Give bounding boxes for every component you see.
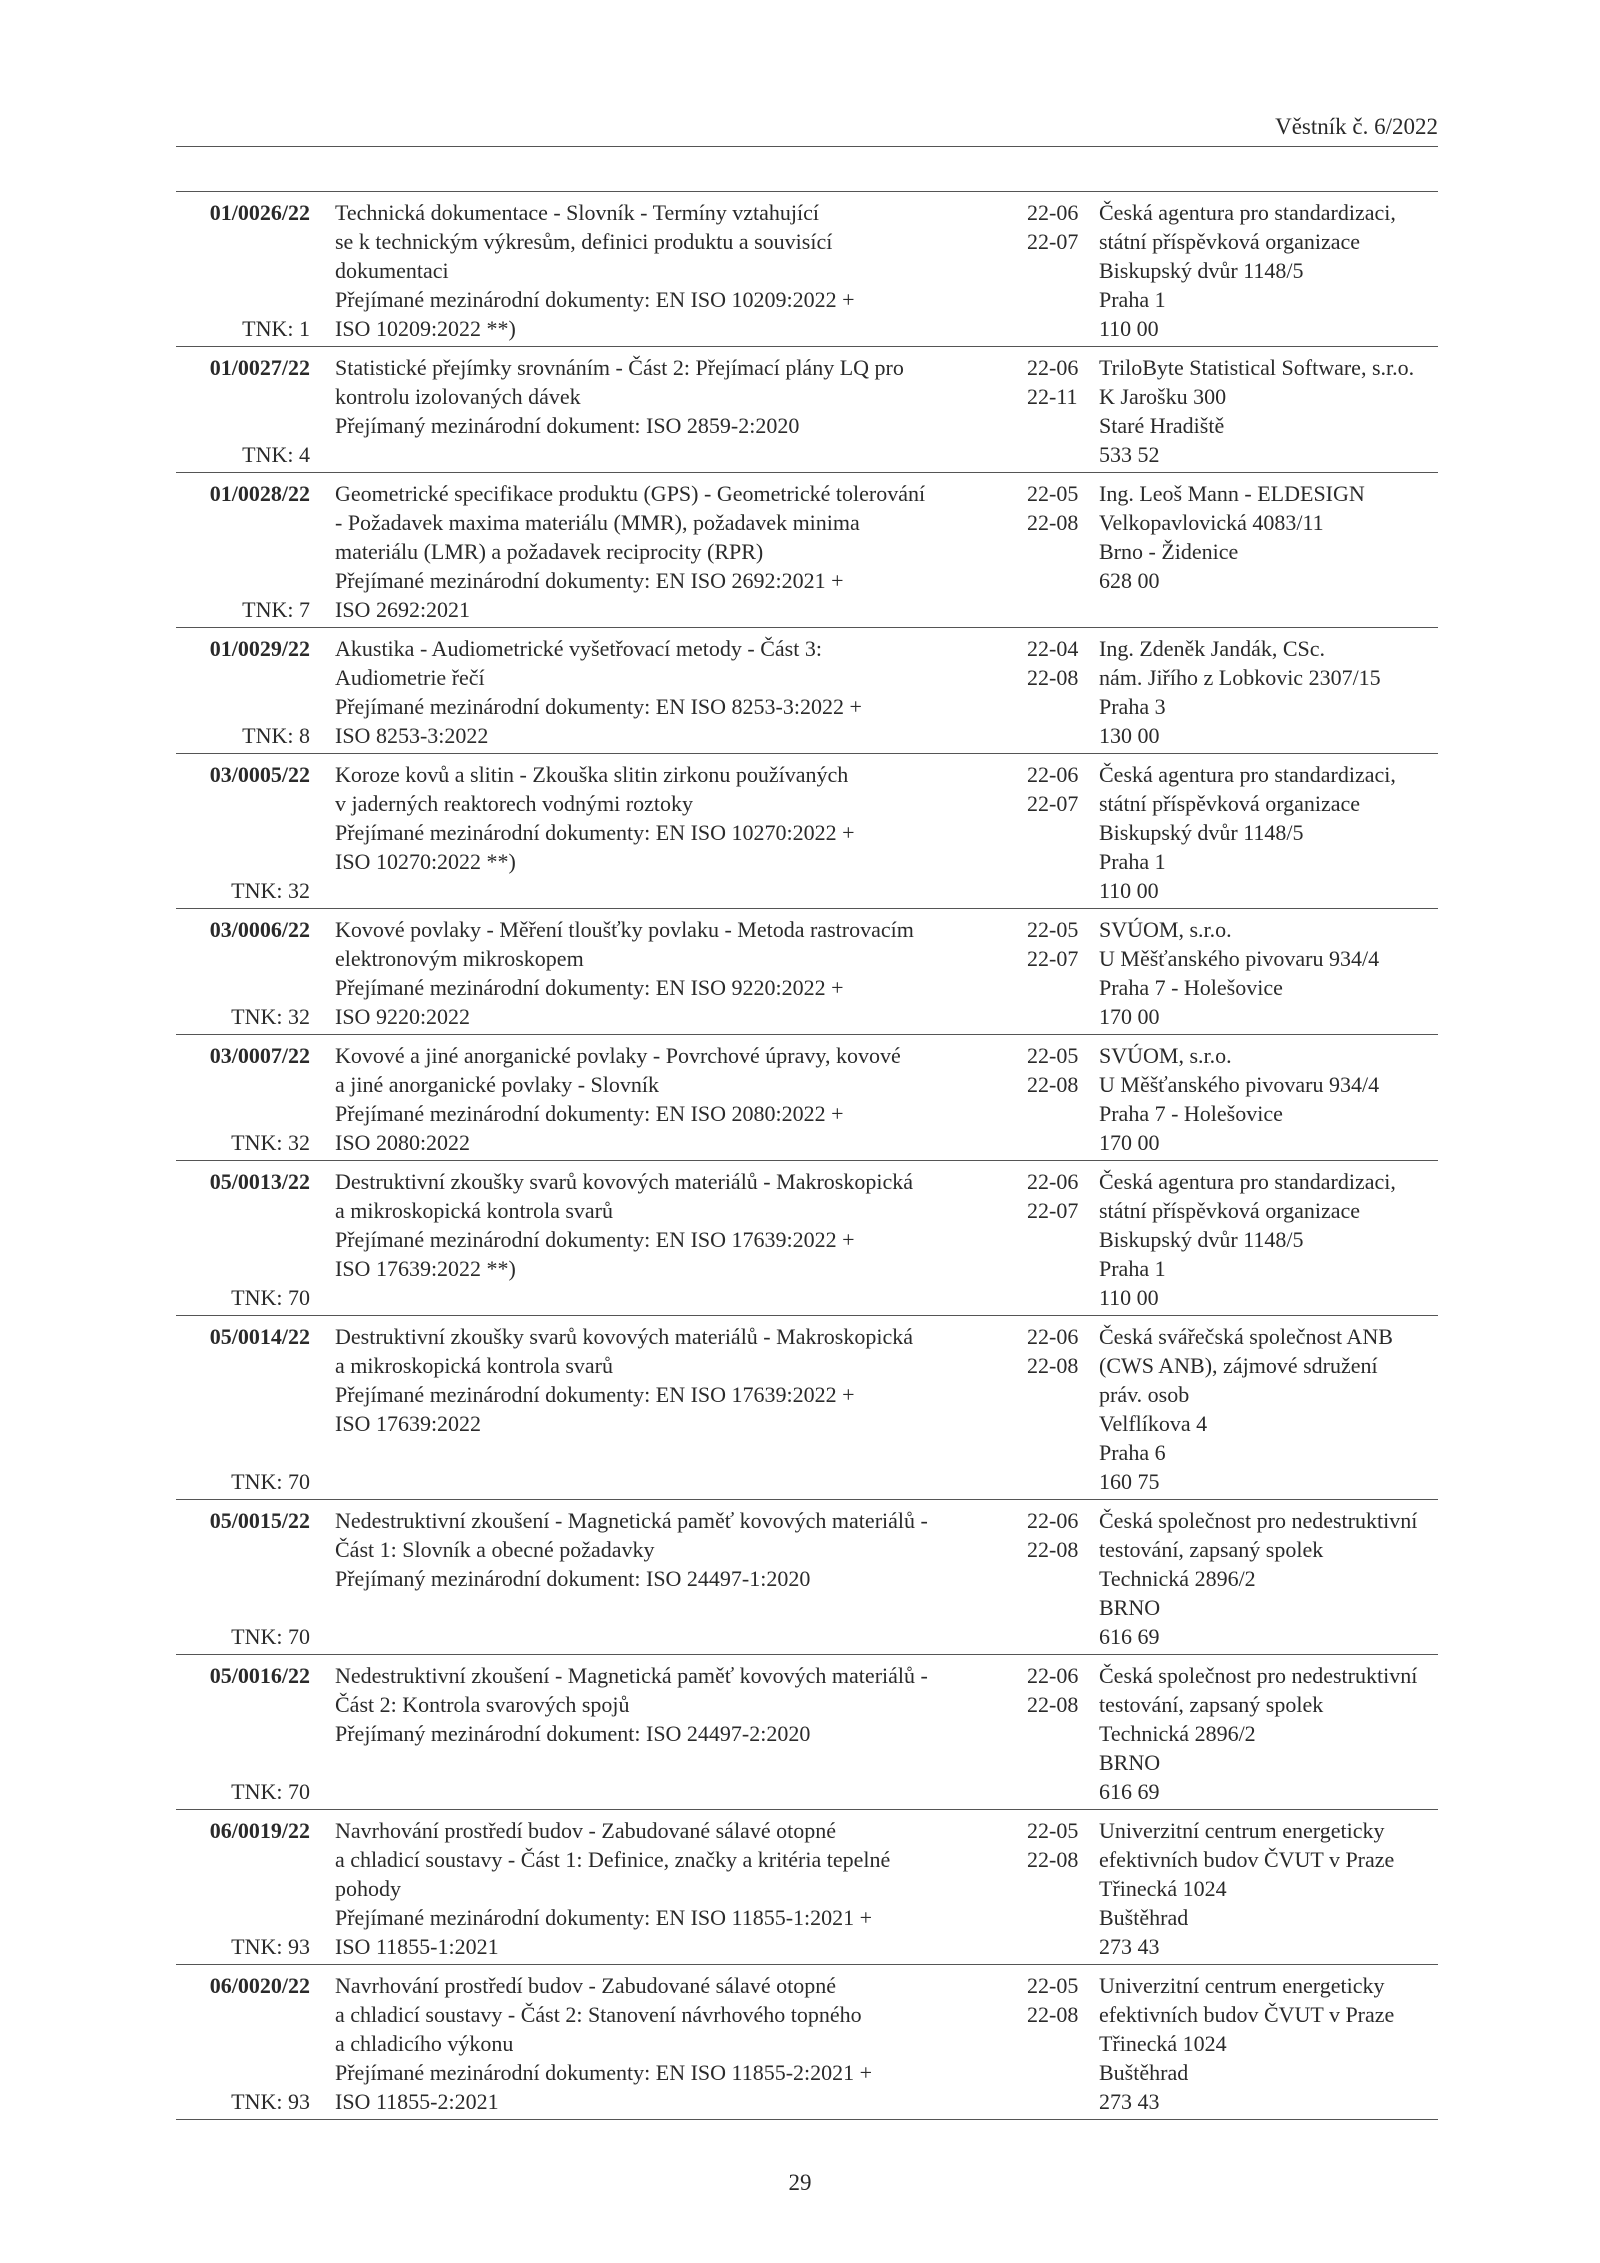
tnk-label: TNK: 70 (231, 1285, 310, 1310)
organization-line: 628 00 (1099, 568, 1160, 593)
standard-code: 05/0015/22 (209, 1508, 310, 1533)
organization-line: 110 00 (1099, 878, 1159, 903)
standard-code: 03/0006/22 (209, 917, 310, 942)
title-line: ISO 2080:2022 (335, 1130, 471, 1155)
organization-line: 273 43 (1099, 1934, 1160, 1959)
date-cell (1027, 634, 1099, 750)
tnk-label: TNK: 1 (242, 316, 310, 341)
table-row (176, 1810, 1438, 1965)
standard-code: 05/0013/22 (209, 1169, 310, 1194)
title-line: Statistické přejímky srovnáním - Část 2: Přejímací plány LQ pro (335, 355, 904, 380)
date-cell (1027, 760, 1099, 905)
date-line: 22-08 (1027, 1847, 1079, 1872)
organization-line: Staré Hradiště (1099, 413, 1225, 438)
organization-line: Ing. Leoš Mann - ELDESIGN (1099, 481, 1365, 506)
tnk-label: TNK: 93 (231, 2089, 310, 2114)
title-cell (335, 1041, 1015, 1157)
organization-line: 130 00 (1099, 723, 1160, 748)
code-cell (176, 915, 310, 1031)
organization-line: Brno - Židenice (1099, 539, 1239, 564)
title-line: a chladicího výkonu (335, 2031, 514, 2056)
title-cell (335, 1322, 1015, 1496)
organization-line: Biskupský dvůr 1148/5 (1099, 258, 1304, 283)
organization-cell (1099, 1971, 1438, 2116)
title-line: Přejímané mezinárodní dokumenty: EN ISO 8253-3:2022 + (335, 694, 862, 719)
date-cell (1027, 1167, 1099, 1312)
organization-line: U Měšťanského pivovaru 934/4 (1099, 1072, 1380, 1097)
organization-line: Ing. Zdeněk Jandák, CSc. (1099, 636, 1326, 661)
title-cell (335, 198, 1015, 343)
title-line: Přejímaný mezinárodní dokument: ISO 24497-2:2020 (335, 1721, 811, 1746)
title-line: pohody (335, 1876, 401, 1901)
organization-line: Česká agentura pro standardizaci, (1099, 1169, 1396, 1194)
organization-line: Česká společnost pro nedestruktivní (1099, 1508, 1418, 1533)
tnk-label: TNK: 8 (242, 723, 310, 748)
title-cell (335, 1167, 1015, 1312)
title-cell (335, 1816, 1015, 1961)
code-cell (176, 1322, 310, 1496)
tnk-label: TNK: 32 (231, 1004, 310, 1029)
table-row (176, 1035, 1438, 1161)
date-cell (1027, 1322, 1099, 1496)
date-line: 22-08 (1027, 665, 1079, 690)
title-line: Navrhování prostředí budov - Zabudované sálavé otopné (335, 1818, 836, 1843)
standard-code: 06/0020/22 (209, 1973, 310, 1998)
date-line: 22-06 (1027, 1324, 1079, 1349)
title-line: Přejímané mezinárodní dokumenty: EN ISO 10209:2022 + (335, 287, 855, 312)
table-row (176, 192, 1438, 347)
standard-code: 03/0007/22 (209, 1043, 310, 1068)
title-line: elektronovým mikroskopem (335, 946, 584, 971)
date-line: 22-07 (1027, 791, 1079, 816)
code-cell (176, 1816, 310, 1961)
organization-line: Třinecká 1024 (1099, 2031, 1227, 2056)
organization-line: Praha 7 - Holešovice (1099, 975, 1283, 1000)
organization-line: Praha 3 (1099, 694, 1166, 719)
title-line: Přejímané mezinárodní dokumenty: EN ISO 2692:2021 + (335, 568, 844, 593)
title-line: Přejímané mezinárodní dokumenty: EN ISO 9220:2022 + (335, 975, 844, 1000)
code-cell (176, 1971, 310, 2116)
organization-line: Velflíkova 4 (1099, 1411, 1208, 1436)
title-line: materiálu (LMR) a požadavek reciprocity (RPR) (335, 539, 764, 564)
organization-cell (1099, 479, 1438, 624)
organization-cell (1099, 353, 1438, 469)
organization-line: státní příspěvková organizace (1099, 1198, 1361, 1223)
title-line: Kovové a jiné anorganické povlaky - Povrchové úpravy, kovové (335, 1043, 901, 1068)
title-line: Přejímané mezinárodní dokumenty: EN ISO 17639:2022 + (335, 1227, 855, 1252)
organization-line: Buštěhrad (1099, 1905, 1189, 1930)
organization-line: Česká agentura pro standardizaci, (1099, 762, 1396, 787)
table-row (176, 1500, 1438, 1655)
standard-code: 01/0029/22 (209, 636, 310, 661)
organization-line: Praha 1 (1099, 287, 1166, 312)
title-line: Audiometrie řečí (335, 665, 485, 690)
organization-line: Technická 2896/2 (1099, 1721, 1256, 1746)
date-line: 22-06 (1027, 355, 1079, 380)
title-cell (335, 353, 1015, 469)
title-line: a mikroskopická kontrola svarů (335, 1198, 613, 1223)
title-line: ISO 10209:2022 **) (335, 316, 516, 341)
title-line: Nedestruktivní zkoušení - Magnetická paměť kovových materiálů - (335, 1508, 928, 1533)
title-line: Nedestruktivní zkoušení - Magnetická paměť kovových materiálů - (335, 1663, 928, 1688)
date-line: 22-05 (1027, 1818, 1079, 1843)
code-cell (176, 1167, 310, 1312)
title-line: a chladicí soustavy - Část 2: Stanovení návrhového topného (335, 2002, 862, 2027)
organization-line: 170 00 (1099, 1130, 1160, 1155)
tnk-label: TNK: 70 (231, 1779, 310, 1804)
date-line: 22-07 (1027, 946, 1079, 971)
organization-line: nám. Jiřího z Lobkovic 2307/15 (1099, 665, 1381, 690)
tnk-label: TNK: 32 (231, 1130, 310, 1155)
title-line: Přejímané mezinárodní dokumenty: EN ISO 2080:2022 + (335, 1101, 844, 1126)
title-cell (335, 479, 1015, 624)
title-line: ISO 11855-1:2021 (335, 1934, 499, 1959)
organization-line: efektivních budov ČVUT v Praze (1099, 1847, 1395, 1872)
organization-line: SVÚOM, s.r.o. (1099, 1043, 1232, 1068)
table-row (176, 1655, 1438, 1810)
code-cell (176, 1041, 310, 1157)
standard-code: 05/0014/22 (209, 1324, 310, 1349)
date-line: 22-06 (1027, 200, 1079, 225)
title-line: Akustika - Audiometrické vyšetřovací metody - Část 3: (335, 636, 822, 661)
table-row (176, 909, 1438, 1035)
table-row (176, 628, 1438, 754)
date-cell (1027, 915, 1099, 1031)
organization-line: 110 00 (1099, 1285, 1159, 1310)
date-line: 22-05 (1027, 1043, 1079, 1068)
organization-line: Univerzitní centrum energeticky (1099, 1818, 1385, 1843)
organization-line: státní příspěvková organizace (1099, 791, 1361, 816)
standard-code: 01/0028/22 (209, 481, 310, 506)
date-line: 22-07 (1027, 1198, 1079, 1223)
table-row (176, 1161, 1438, 1316)
title-line: kontrolu izolovaných dávek (335, 384, 581, 409)
organization-line: 533 52 (1099, 442, 1160, 467)
title-line: Přejímané mezinárodní dokumenty: EN ISO 10270:2022 + (335, 820, 855, 845)
title-line: Koroze kovů a slitin - Zkouška slitin zirkonu používaných (335, 762, 849, 787)
title-line: Přejímané mezinárodní dokumenty: EN ISO 11855-1:2021 + (335, 1905, 873, 1930)
title-line: Kovové povlaky - Měření tloušťky povlaku - Metoda rastrovacím (335, 917, 914, 942)
title-line: ISO 17639:2022 **) (335, 1256, 516, 1281)
table-row (176, 1316, 1438, 1500)
tnk-label: TNK: 32 (231, 878, 310, 903)
organization-line: TriloByte Statistical Software, s.r.o. (1099, 355, 1415, 380)
title-line: Přejímané mezinárodní dokumenty: EN ISO 17639:2022 + (335, 1382, 855, 1407)
standard-code: 01/0026/22 (209, 200, 310, 225)
organization-line: 616 69 (1099, 1779, 1160, 1804)
organization-cell (1099, 1322, 1438, 1496)
organization-cell (1099, 1661, 1438, 1806)
title-line: ISO 2692:2021 (335, 597, 471, 622)
organization-line: efektivních budov ČVUT v Praze (1099, 2002, 1395, 2027)
organization-line: 273 43 (1099, 2089, 1160, 2114)
title-cell (335, 1506, 1015, 1651)
organization-cell (1099, 1167, 1438, 1312)
date-line: 22-11 (1027, 384, 1078, 409)
tnk-label: TNK: 93 (231, 1934, 310, 1959)
organization-line: BRNO (1099, 1750, 1161, 1775)
organization-line: Třinecká 1024 (1099, 1876, 1227, 1901)
date-line: 22-06 (1027, 1508, 1079, 1533)
title-line: ISO 8253-3:2022 (335, 723, 489, 748)
organization-line: Biskupský dvůr 1148/5 (1099, 820, 1304, 845)
organization-line: 170 00 (1099, 1004, 1160, 1029)
title-line: ISO 17639:2022 (335, 1411, 482, 1436)
title-line: ISO 11855-2:2021 (335, 2089, 499, 2114)
header-rule (176, 146, 1438, 147)
code-cell (176, 198, 310, 343)
table-row (176, 473, 1438, 628)
date-line: 22-08 (1027, 1072, 1079, 1097)
title-line: ISO 10270:2022 **) (335, 849, 516, 874)
date-line: 22-05 (1027, 917, 1079, 942)
title-line: Destruktivní zkoušky svarů kovových materiálů - Makroskopická (335, 1169, 913, 1194)
organization-line: Praha 7 - Holešovice (1099, 1101, 1283, 1126)
title-line: Část 2: Kontrola svarových spojů (335, 1692, 630, 1717)
title-line: Část 1: Slovník a obecné požadavky (335, 1537, 655, 1562)
tnk-label: TNK: 70 (231, 1624, 310, 1649)
organization-line: státní příspěvková organizace (1099, 229, 1361, 254)
organization-line: práv. osob (1099, 1382, 1190, 1407)
title-line: Přejímaný mezinárodní dokument: ISO 2859-2:2020 (335, 413, 800, 438)
title-line: Geometrické specifikace produktu (GPS) - Geometrické tolerování (335, 481, 926, 506)
organization-cell (1099, 1506, 1438, 1651)
date-cell (1027, 1661, 1099, 1806)
title-cell (335, 915, 1015, 1031)
title-line: a chladicí soustavy - Část 1: Definice, značky a kritéria tepelné (335, 1847, 891, 1872)
date-line: 22-05 (1027, 1973, 1079, 1998)
page-number: 29 (788, 2170, 812, 2195)
date-cell (1027, 1816, 1099, 1961)
organization-line: 110 00 (1099, 316, 1159, 341)
title-line: dokumentaci (335, 258, 449, 283)
title-line: - Požadavek maxima materiálu (MMR), požadavek minima (335, 510, 860, 535)
organization-line: Česká agentura pro standardizaci, (1099, 200, 1396, 225)
code-cell (176, 353, 310, 469)
standard-code: 03/0005/22 (209, 762, 310, 787)
table-row (176, 1965, 1438, 2120)
organization-line: SVÚOM, s.r.o. (1099, 917, 1232, 942)
title-line: Navrhování prostředí budov - Zabudované sálavé otopné (335, 1973, 836, 1998)
organization-line: testování, zapsaný spolek (1099, 1537, 1324, 1562)
date-cell (1027, 353, 1099, 469)
organization-cell (1099, 198, 1438, 343)
standards-table (176, 191, 1438, 2120)
date-cell (1027, 479, 1099, 624)
code-cell (176, 1506, 310, 1651)
code-cell (176, 479, 310, 624)
table-row (176, 347, 1438, 473)
date-line: 22-08 (1027, 1537, 1079, 1562)
code-cell (176, 760, 310, 905)
date-line: 22-04 (1027, 636, 1079, 661)
organization-line: Velkopavlovická 4083/11 (1099, 510, 1324, 535)
standard-code: 01/0027/22 (209, 355, 310, 380)
organization-line: U Měšťanského pivovaru 934/4 (1099, 946, 1380, 971)
organization-line: Česká společnost pro nedestruktivní (1099, 1663, 1418, 1688)
date-cell (1027, 1041, 1099, 1157)
organization-line: (CWS ANB), zájmové sdružení (1099, 1353, 1378, 1378)
title-line: Destruktivní zkoušky svarů kovových materiálů - Makroskopická (335, 1324, 913, 1349)
organization-cell (1099, 1816, 1438, 1961)
title-line: a mikroskopická kontrola svarů (335, 1353, 613, 1378)
tnk-label: TNK: 4 (242, 442, 310, 467)
organization-line: Biskupský dvůr 1148/5 (1099, 1227, 1304, 1252)
title-line: Přejímané mezinárodní dokumenty: EN ISO 11855-2:2021 + (335, 2060, 873, 2085)
organization-line: Technická 2896/2 (1099, 1566, 1256, 1591)
page-header: Věstník č. 6/2022 (1275, 114, 1438, 139)
organization-line: Praha 1 (1099, 1256, 1166, 1281)
title-cell (335, 760, 1015, 905)
title-cell (335, 634, 1015, 750)
date-cell (1027, 1506, 1099, 1651)
organization-cell (1099, 915, 1438, 1031)
date-line: 22-08 (1027, 510, 1079, 535)
date-line: 22-08 (1027, 1692, 1079, 1717)
table-row (176, 754, 1438, 909)
date-line: 22-08 (1027, 2002, 1079, 2027)
title-line: se k technickým výkresům, definici produktu a souvisící (335, 229, 833, 254)
organization-line: testování, zapsaný spolek (1099, 1692, 1324, 1717)
code-cell (176, 1661, 310, 1806)
date-line: 22-06 (1027, 1169, 1079, 1194)
title-line: ISO 9220:2022 (335, 1004, 471, 1029)
date-line: 22-06 (1027, 1663, 1079, 1688)
organization-line: Univerzitní centrum energeticky (1099, 1973, 1385, 1998)
organization-line: K Jarošku 300 (1099, 384, 1227, 409)
standard-code: 05/0016/22 (209, 1663, 310, 1688)
date-line: 22-05 (1027, 481, 1079, 506)
title-cell (335, 1661, 1015, 1806)
organization-line: 160 75 (1099, 1469, 1160, 1494)
date-line: 22-06 (1027, 762, 1079, 787)
organization-line: Praha 6 (1099, 1440, 1166, 1465)
title-line: Technická dokumentace - Slovník - Termíny vztahující (335, 200, 820, 225)
organization-cell (1099, 1041, 1438, 1157)
date-line: 22-08 (1027, 1353, 1079, 1378)
organization-line: BRNO (1099, 1595, 1161, 1620)
date-cell (1027, 198, 1099, 343)
tnk-label: TNK: 70 (231, 1469, 310, 1494)
date-line: 22-07 (1027, 229, 1079, 254)
title-cell (335, 1971, 1015, 2116)
organization-cell (1099, 760, 1438, 905)
title-line: a jiné anorganické povlaky - Slovník (335, 1072, 660, 1097)
tnk-label: TNK: 7 (242, 597, 310, 622)
organization-line: Buštěhrad (1099, 2060, 1189, 2085)
date-cell (1027, 1971, 1099, 2116)
organization-line: Česká svářečská společnost ANB (1099, 1324, 1393, 1349)
organization-cell (1099, 634, 1438, 750)
organization-line: Praha 1 (1099, 849, 1166, 874)
code-cell (176, 634, 310, 750)
organization-line: 616 69 (1099, 1624, 1160, 1649)
title-line: v jaderných reaktorech vodnými roztoky (335, 791, 693, 816)
standard-code: 06/0019/22 (209, 1818, 310, 1843)
title-line: Přejímaný mezinárodní dokument: ISO 24497-1:2020 (335, 1566, 811, 1591)
